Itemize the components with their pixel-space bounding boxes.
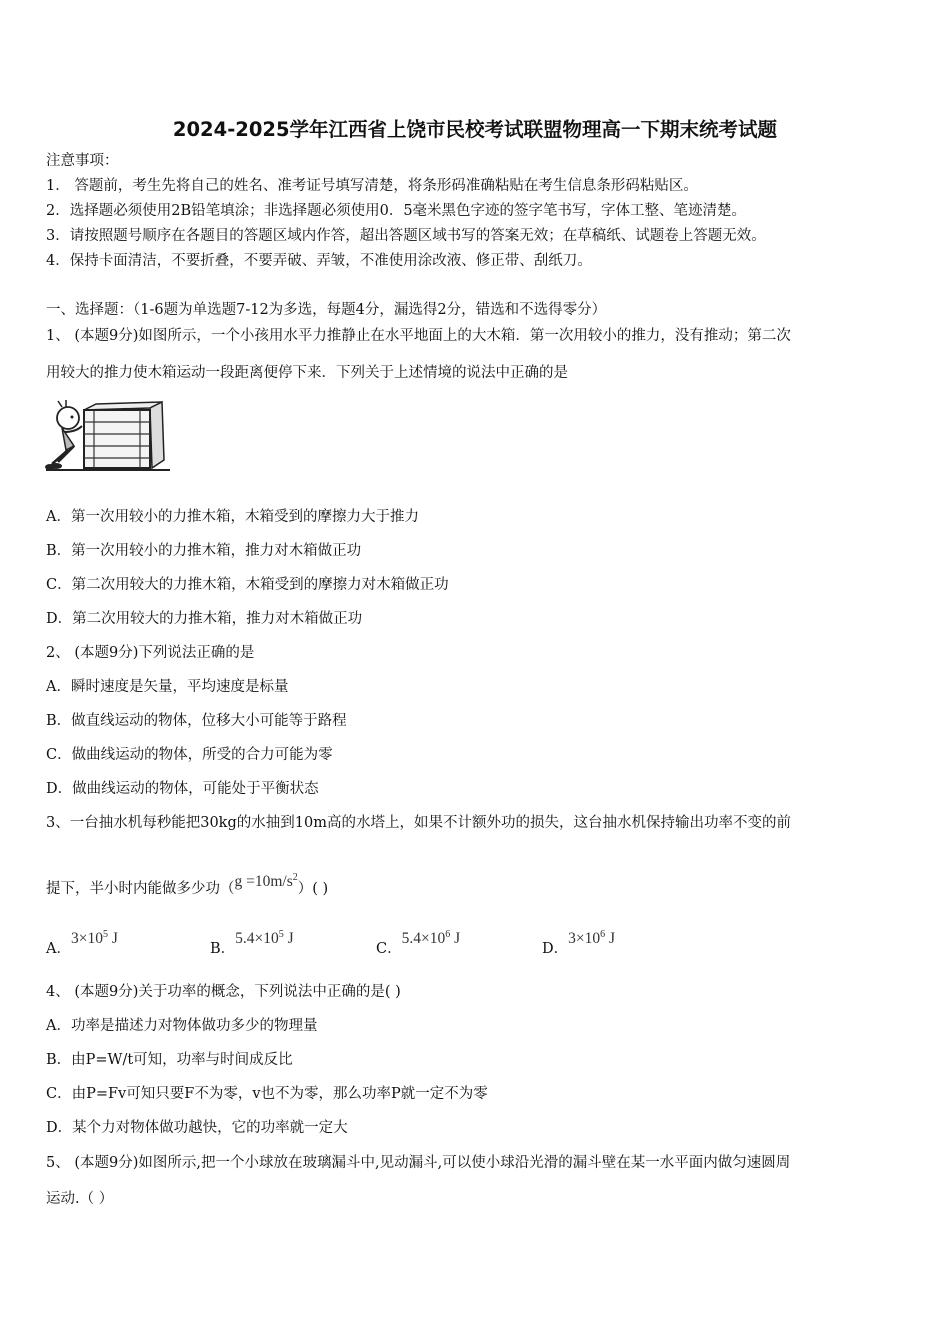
- notice-heading: 注意事项：: [46, 153, 119, 169]
- section-heading: 一、选择题：（1-6题为单选题7-12为多选，每题4分，漏选得2分，错选和不选得零分）: [46, 302, 607, 318]
- q4-option-c: C．由P=Fv可知只要F不为零，v也不为零，那么功率P就一定不为零: [46, 1086, 488, 1102]
- q2-option-d: D．做曲线运动的物体，可能处于平衡状态: [46, 781, 319, 797]
- q1-option-b: B．第一次用较小的力推木箱，推力对木箱做正功: [46, 543, 362, 559]
- q3-stem-text: 提下，半小时内能做多少功（: [46, 881, 235, 898]
- q4-option-b: B．由P=W/t可知，功率与时间成反比: [46, 1052, 293, 1068]
- q1-option-c: C．第二次用较大的力推木箱，木箱受到的摩擦力对木箱做正功: [46, 577, 449, 593]
- q2-option-a: A．瞬时速度是矢量，平均速度是标量: [46, 679, 289, 695]
- q4-option-a: A．功率是描述力对物体做功多少的物理量: [46, 1018, 318, 1034]
- notice-item: 2．选择题必须使用2B铅笔填涂；非选择题必须使用0．5毫米黑色字迹的签字笔书写，字体工整、笔迹清楚。: [46, 203, 747, 219]
- q3-stem-line1: 3、一台抽水机每秒能把30kg的水抽到10m高的水塔上，如果不计额外功的损失，这台抽水机保持输出功率不变的前: [46, 815, 791, 831]
- q5-stem-line1: 5、 (本题9分)如图所示,把一个小球放在玻璃漏斗中,见动漏斗,可以使小球沿光滑的漏斗壁在某一水平面内做匀速圆周: [46, 1155, 791, 1171]
- q4-stem: 4、 (本题9分)关于功率的概念，下列说法中正确的是( ): [46, 984, 401, 1000]
- gravity-expression: $g =10m/s^2$: [234, 872, 298, 891]
- q5-stem-line2: 运动.（ ）: [46, 1191, 114, 1207]
- notice-item: 1． 答题前，考生先将自己的姓名、准考证号填写清楚，将条形码准确粘贴在考生信息条形码粘贴区。: [46, 178, 698, 194]
- q3-stem-line2: [46, 872, 329, 898]
- q2-stem: 2、 (本题9分)下列说法正确的是: [46, 645, 255, 661]
- child-pushing-crate-figure: [44, 398, 172, 474]
- q1-option-d: D．第二次用较大的力推木箱，推力对木箱做正功: [46, 611, 363, 627]
- q3-option-b: B．$5.4\times 10^5$ J: [210, 929, 294, 958]
- q1-option-a: A．第一次用较小的力推木箱，木箱受到的摩擦力大于推力: [46, 509, 419, 525]
- q3-option-c: C．$5.4\times 10^6$ J: [376, 929, 461, 958]
- q1-stem-line2: 用较大的推力使木箱运动一段距离便停下来．下列关于上述情境的说法中正确的是: [46, 365, 568, 381]
- q4-option-d: D．某个力对物体做功越快，它的功率就一定大: [46, 1120, 348, 1136]
- notice-item: 4．保持卡面清洁，不要折叠，不要弄破、弄皱，不准使用涂改液、修正带、刮纸刀。: [46, 253, 592, 269]
- q2-option-b: B．做直线运动的物体，位移大小可能等于路程: [46, 713, 347, 729]
- q2-option-c: C．做曲线运动的物体，所受的合力可能为零: [46, 747, 333, 763]
- q3-option-d: D．$3\times 10^6$ J: [542, 929, 616, 958]
- q1-stem-line1: 1、 (本题9分)如图所示，一个小孩用水平力推静止在水平地面上的大木箱．第一次用较小的推力，没有推动；第二次: [46, 328, 791, 344]
- q3-answer-bracket: ）( ): [297, 881, 329, 898]
- notice-item: 3．请按照题号顺序在各题目的答题区域内作答，超出答题区域书写的答案无效；在草稿纸、试题卷上答题无效。: [46, 228, 766, 244]
- q3-option-a: A．$3\times 10^5$ J: [46, 929, 118, 958]
- page-title: 2024-2025学年江西省上饶市民校考试联盟物理高一下期末统考试题: [172, 118, 778, 141]
